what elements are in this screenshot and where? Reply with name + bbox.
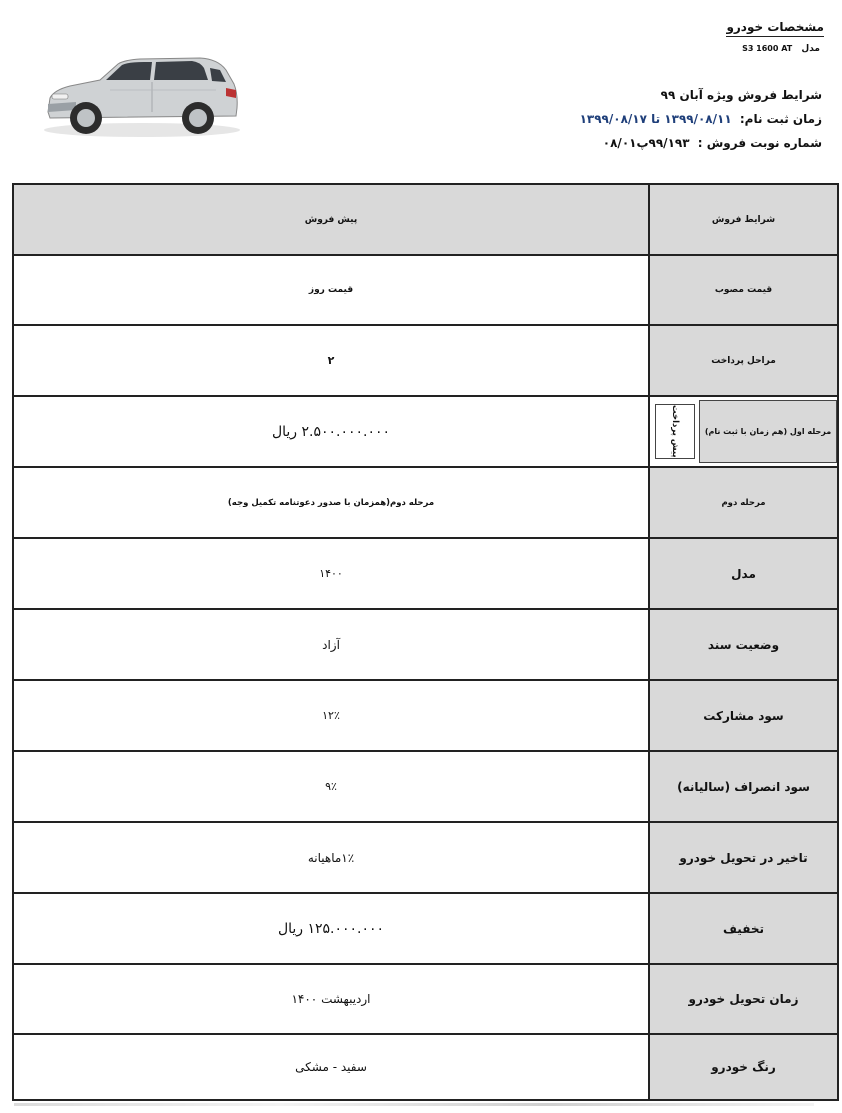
cell-text: سفید - مشکی xyxy=(295,1060,367,1074)
registration-line xyxy=(580,112,822,126)
sale-turn-number: ۹۹/۱۹۳پ۰۸/۰۱ xyxy=(602,136,690,150)
table-cell-label xyxy=(650,468,837,537)
table-row xyxy=(14,326,837,395)
sale-conditions-table xyxy=(12,183,839,1101)
table-row xyxy=(14,610,837,679)
registration-label: زمان ثبت نام: xyxy=(739,112,822,126)
table-cell-value xyxy=(14,610,650,679)
table-row xyxy=(14,468,837,537)
cell-text: قیمت روز xyxy=(308,285,354,295)
prepayment-side-label xyxy=(655,404,695,459)
cell-label-text: مرحله دوم xyxy=(721,497,766,508)
model-label: مدل xyxy=(801,44,820,54)
cell-text: اردیبهشت ۱۴۰۰ xyxy=(291,992,371,1006)
sale-turn-label: شماره نوبت فروش : xyxy=(697,136,822,150)
cell-label-text: رنگ خودرو xyxy=(711,1060,776,1074)
cell-label-text: مرحله اول (هم زمان با ثبت نام) xyxy=(704,427,832,436)
document-header xyxy=(0,0,842,180)
side-label-text: پیش پرداخت xyxy=(670,405,680,458)
scan-edge xyxy=(14,1103,814,1106)
cell-text: ۲.۵۰۰.۰۰۰.۰۰۰ ریال xyxy=(271,423,391,440)
table-cell-label xyxy=(650,185,837,254)
table-row xyxy=(14,185,837,254)
cell-label-text: تاخیر در تحویل خودرو xyxy=(679,850,808,865)
sale-title: شرایط فروش ویژه آبان ۹۹ xyxy=(660,88,822,102)
table-cell-label xyxy=(650,326,837,395)
table-cell-label xyxy=(650,539,837,608)
table-cell-label xyxy=(650,256,837,324)
table-cell-value xyxy=(14,397,650,466)
cell-label-text: سود مشارکت xyxy=(703,708,784,723)
registration-dates: ۱۳۹۹/۰۸/۱۱ تا ۱۳۹۹/۰۸/۱۷ xyxy=(579,112,732,126)
cell-text: مرحله دوم(همزمان با صدور دعوتنامه تکمیل وجه) xyxy=(227,497,435,508)
table-cell-value xyxy=(14,681,650,750)
table-cell-value xyxy=(14,823,650,892)
table-row xyxy=(14,752,837,821)
table-row xyxy=(14,894,837,963)
cell-label-text: شرایط فروش xyxy=(711,214,776,225)
table-cell-value xyxy=(14,468,650,537)
model-line xyxy=(742,44,820,54)
sale-turn-line xyxy=(603,136,822,150)
table-cell-label xyxy=(650,397,837,466)
split-label xyxy=(650,394,837,469)
table-row xyxy=(14,823,837,892)
table-row xyxy=(14,1035,837,1099)
cell-text: ۱۴۰۰ xyxy=(319,567,343,580)
table-cell-value xyxy=(14,326,650,395)
table-cell-label xyxy=(650,610,837,679)
table-row xyxy=(14,681,837,750)
table-row xyxy=(14,539,837,608)
table-cell-value xyxy=(14,185,650,254)
table-cell-value xyxy=(14,752,650,821)
table-cell-value xyxy=(14,894,650,963)
cell-label-text: مدل xyxy=(731,566,756,581)
cell-label-text: سود انصراف (سالیانه) xyxy=(677,779,810,794)
spec-title: مشخصات خودرو xyxy=(726,20,824,37)
cell-text: ۱۲٪ xyxy=(322,709,340,722)
cell-text: پیش فروش xyxy=(304,214,358,225)
cell-label-text: مراحل پرداخت xyxy=(711,355,776,366)
car-image xyxy=(40,50,245,140)
cell-text: ۱٪ماهیانه xyxy=(307,850,355,865)
table-row xyxy=(14,965,837,1033)
table-cell-value xyxy=(14,539,650,608)
table-cell-value xyxy=(14,965,650,1033)
cell-label-text: زمان تحویل خودرو xyxy=(688,992,799,1006)
cell-text: ۹٪ xyxy=(325,780,337,793)
table-cell-label xyxy=(650,681,837,750)
table-row xyxy=(14,256,837,324)
table-cell-label xyxy=(650,823,837,892)
table-row xyxy=(14,397,837,466)
table-cell-label xyxy=(650,965,837,1033)
stage-one-label xyxy=(699,400,837,463)
cell-label-text: قیمت مصوب xyxy=(714,285,773,295)
cell-text: ۱۲۵.۰۰۰.۰۰۰ ریال xyxy=(277,920,385,937)
table-cell-label xyxy=(650,894,837,963)
cell-text: ۲ xyxy=(327,354,335,367)
cell-text: آزاد xyxy=(322,637,340,652)
table-cell-label xyxy=(650,1035,837,1099)
table-cell-label xyxy=(650,752,837,821)
model-code: S3 1600 AT xyxy=(742,44,793,53)
table-cell-value xyxy=(14,256,650,324)
cell-label-text: تخفیف xyxy=(723,921,764,936)
table-cell-value xyxy=(14,1035,650,1099)
cell-label-text: وضعیت سند xyxy=(707,637,780,652)
